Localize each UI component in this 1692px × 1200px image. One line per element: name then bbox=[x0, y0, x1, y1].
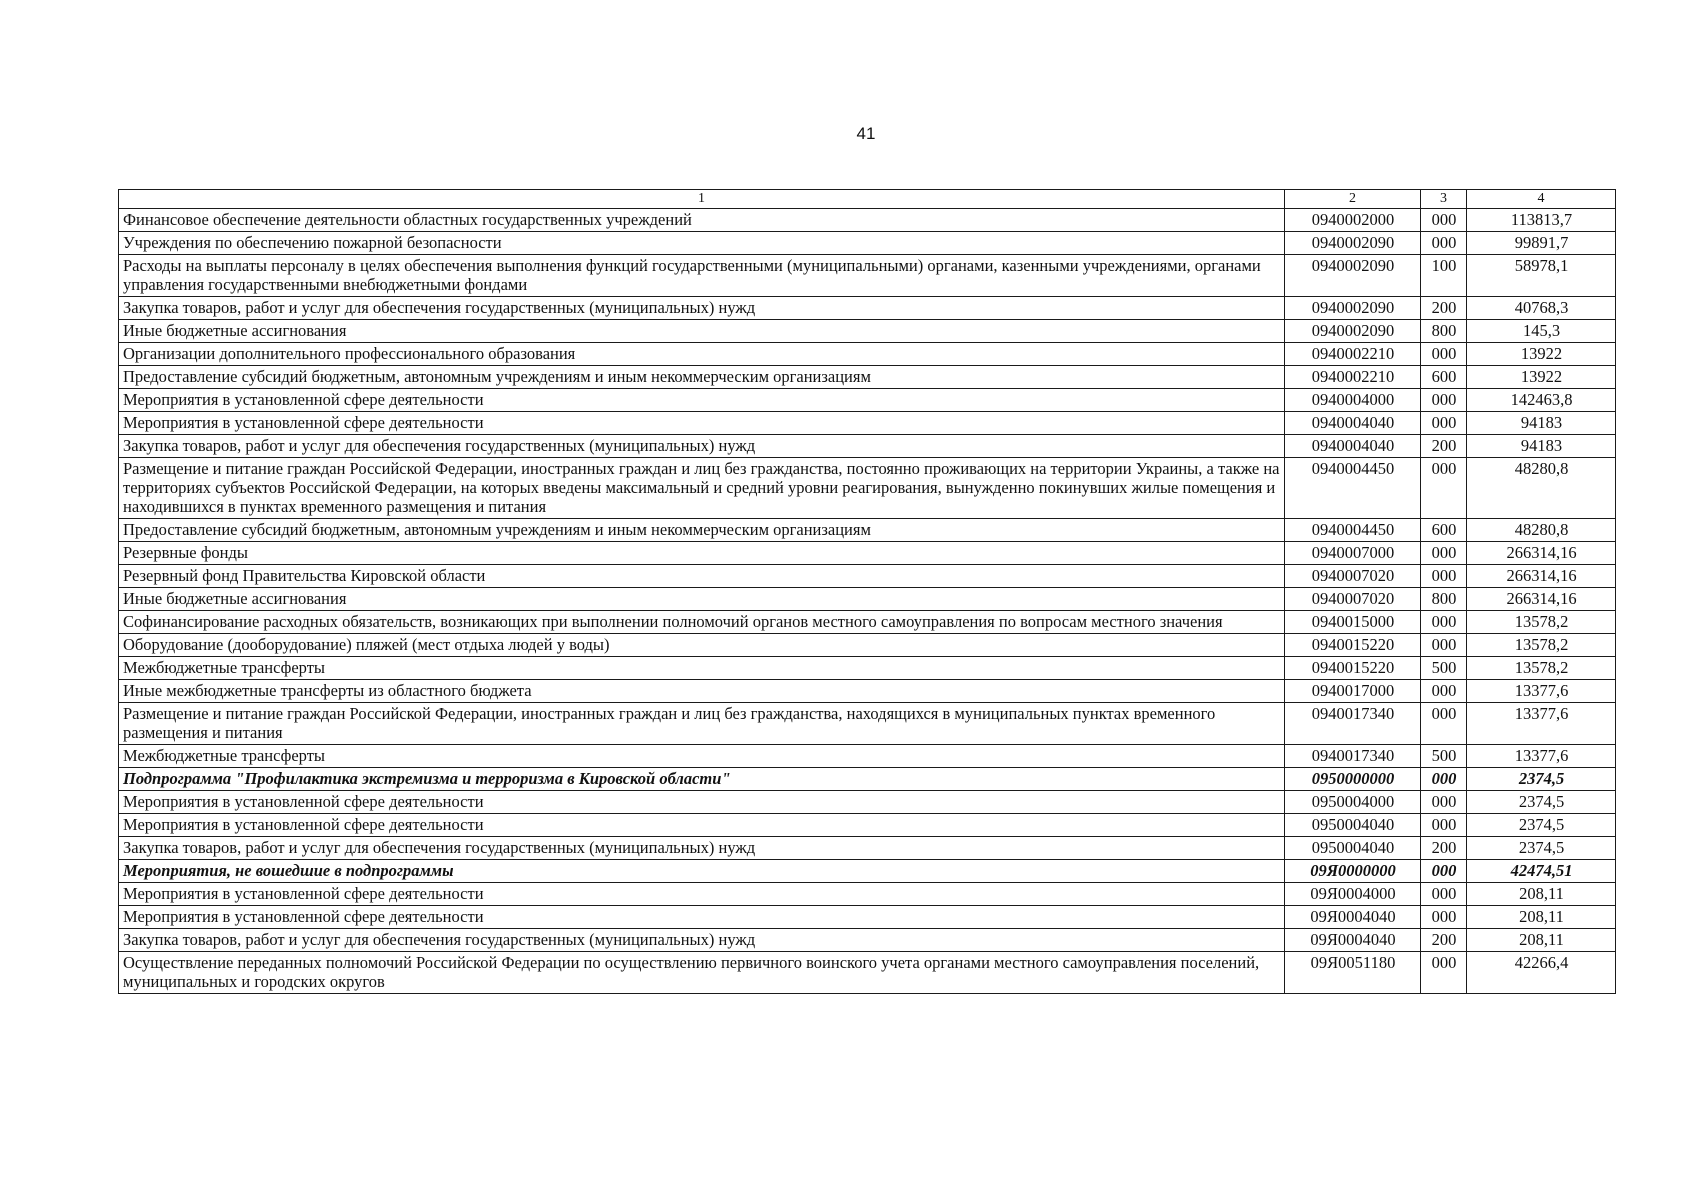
row-sum-cell: 2374,5 bbox=[1467, 837, 1616, 860]
row-name-cell: Размещение и питание граждан Российской Федерации, иностранных граждан и лиц без гражданства, постоянно проживающих на территории Украины, а также на территориях субъектов Российской Федерации, на которых введены максимальный и средний уровни реагирования, вынужденно покинувших жилые помещения и находившихся в пунктах временного размещения и питания bbox=[119, 458, 1285, 519]
row-sum-cell: 266314,16 bbox=[1467, 588, 1616, 611]
row-name-cell: Размещение и питание граждан Российской Федерации, иностранных граждан и лиц без гражданства, находящихся в муниципальных пунктах временного размещения и питания bbox=[119, 703, 1285, 745]
table-header-row bbox=[119, 190, 1616, 209]
row-expense-type-cell: 000 bbox=[1421, 814, 1467, 837]
row-expense-type-cell: 200 bbox=[1421, 837, 1467, 860]
row-sum-cell: 208,11 bbox=[1467, 906, 1616, 929]
row-code-cell: 09Я0004000 bbox=[1285, 883, 1421, 906]
row-sum-cell: 266314,16 bbox=[1467, 565, 1616, 588]
row-expense-type-cell: 500 bbox=[1421, 745, 1467, 768]
table-row bbox=[119, 745, 1616, 768]
table-row bbox=[119, 519, 1616, 542]
row-name-cell: Межбюджетные трансферты bbox=[119, 657, 1285, 680]
row-code-cell: 0940015220 bbox=[1285, 657, 1421, 680]
table-row bbox=[119, 837, 1616, 860]
row-code-cell: 0940004450 bbox=[1285, 519, 1421, 542]
row-code-cell: 0940002090 bbox=[1285, 297, 1421, 320]
row-name-cell: Мероприятия в установленной сфере деятельности bbox=[119, 814, 1285, 837]
row-name-cell: Финансовое обеспечение деятельности областных государственных учреждений bbox=[119, 209, 1285, 232]
table-row bbox=[119, 703, 1616, 745]
row-expense-type-cell: 000 bbox=[1421, 389, 1467, 412]
table-row bbox=[119, 209, 1616, 232]
row-expense-type-cell: 000 bbox=[1421, 883, 1467, 906]
row-sum-cell: 208,11 bbox=[1467, 883, 1616, 906]
row-code-cell: 0940017340 bbox=[1285, 745, 1421, 768]
row-expense-type-cell: 000 bbox=[1421, 458, 1467, 519]
table-row bbox=[119, 929, 1616, 952]
row-expense-type-cell: 200 bbox=[1421, 435, 1467, 458]
row-name-cell: Предоставление субсидий бюджетным, автономным учреждениям и иным некоммерческим организациям bbox=[119, 519, 1285, 542]
row-name-cell: Иные бюджетные ассигнования bbox=[119, 320, 1285, 343]
row-sum-cell: 42474,51 bbox=[1467, 860, 1616, 883]
row-sum-cell: 13578,2 bbox=[1467, 634, 1616, 657]
table-row bbox=[119, 680, 1616, 703]
table-row bbox=[119, 768, 1616, 791]
table-row bbox=[119, 883, 1616, 906]
row-expense-type-cell: 500 bbox=[1421, 657, 1467, 680]
row-expense-type-cell: 000 bbox=[1421, 860, 1467, 883]
row-sum-cell: 94183 bbox=[1467, 412, 1616, 435]
row-expense-type-cell: 200 bbox=[1421, 297, 1467, 320]
row-sum-cell: 145,3 bbox=[1467, 320, 1616, 343]
row-expense-type-cell: 600 bbox=[1421, 366, 1467, 389]
row-code-cell: 0940015220 bbox=[1285, 634, 1421, 657]
row-code-cell: 0940004450 bbox=[1285, 458, 1421, 519]
row-expense-type-cell: 000 bbox=[1421, 906, 1467, 929]
row-expense-type-cell: 000 bbox=[1421, 703, 1467, 745]
table-row bbox=[119, 343, 1616, 366]
row-sum-cell: 13922 bbox=[1467, 366, 1616, 389]
row-sum-cell: 40768,3 bbox=[1467, 297, 1616, 320]
table-row bbox=[119, 232, 1616, 255]
table-row bbox=[119, 814, 1616, 837]
row-name-cell: Софинансирование расходных обязательств, возникающих при выполнении полномочий органов местного самоуправления по вопросам местного значения bbox=[119, 611, 1285, 634]
row-code-cell: 0940007020 bbox=[1285, 565, 1421, 588]
row-code-cell: 09Я0004040 bbox=[1285, 929, 1421, 952]
table-row bbox=[119, 611, 1616, 634]
row-code-cell: 0940002000 bbox=[1285, 209, 1421, 232]
row-expense-type-cell: 000 bbox=[1421, 952, 1467, 994]
row-sum-cell: 13377,6 bbox=[1467, 680, 1616, 703]
row-expense-type-cell: 000 bbox=[1421, 412, 1467, 435]
row-expense-type-cell: 600 bbox=[1421, 519, 1467, 542]
row-sum-cell: 58978,1 bbox=[1467, 255, 1616, 297]
row-name-cell: Иные межбюджетные трансферты из областного бюджета bbox=[119, 680, 1285, 703]
row-name-cell: Осуществление переданных полномочий Российской Федерации по осуществлению первичного воинского учета органами местного самоуправления поселений, муниципальных и городских округов bbox=[119, 952, 1285, 994]
row-name-cell: Мероприятия, не вошедшие в подпрограммы bbox=[119, 860, 1285, 883]
column-header-sum: 4 bbox=[1467, 190, 1616, 209]
row-name-cell: Закупка товаров, работ и услуг для обеспечения государственных (муниципальных) нужд bbox=[119, 837, 1285, 860]
budget-table bbox=[118, 189, 1616, 994]
row-code-cell: 09Я0051180 bbox=[1285, 952, 1421, 994]
row-expense-type-cell: 000 bbox=[1421, 680, 1467, 703]
row-expense-type-cell: 100 bbox=[1421, 255, 1467, 297]
table-row bbox=[119, 412, 1616, 435]
row-name-cell: Мероприятия в установленной сфере деятельности bbox=[119, 883, 1285, 906]
row-expense-type-cell: 000 bbox=[1421, 768, 1467, 791]
row-sum-cell: 13578,2 bbox=[1467, 657, 1616, 680]
row-expense-type-cell: 800 bbox=[1421, 320, 1467, 343]
row-name-cell: Иные бюджетные ассигнования bbox=[119, 588, 1285, 611]
budget-table-body bbox=[119, 209, 1616, 994]
row-sum-cell: 2374,5 bbox=[1467, 814, 1616, 837]
row-code-cell: 0940002210 bbox=[1285, 343, 1421, 366]
page-number: 41 bbox=[856, 124, 876, 143]
row-name-cell: Мероприятия в установленной сфере деятельности bbox=[119, 389, 1285, 412]
row-name-cell: Расходы на выплаты персоналу в целях обеспечения выполнения функций государственными (муниципальными) органами, казенными учреждениями, органами управления государственными внебюджетными фондами bbox=[119, 255, 1285, 297]
row-expense-type-cell: 800 bbox=[1421, 588, 1467, 611]
row-sum-cell: 2374,5 bbox=[1467, 791, 1616, 814]
row-code-cell: 0940002090 bbox=[1285, 232, 1421, 255]
row-name-cell: Мероприятия в установленной сфере деятельности bbox=[119, 906, 1285, 929]
row-sum-cell: 48280,8 bbox=[1467, 519, 1616, 542]
table-row bbox=[119, 297, 1616, 320]
row-code-cell: 09Я0004040 bbox=[1285, 906, 1421, 929]
row-sum-cell: 13377,6 bbox=[1467, 745, 1616, 768]
row-code-cell: 0940007020 bbox=[1285, 588, 1421, 611]
table-row bbox=[119, 389, 1616, 412]
table-row bbox=[119, 860, 1616, 883]
row-name-cell: Мероприятия в установленной сфере деятельности bbox=[119, 791, 1285, 814]
row-sum-cell: 2374,5 bbox=[1467, 768, 1616, 791]
row-code-cell: 0940002210 bbox=[1285, 366, 1421, 389]
table-row bbox=[119, 565, 1616, 588]
table-row bbox=[119, 588, 1616, 611]
row-name-cell: Учреждения по обеспечению пожарной безопасности bbox=[119, 232, 1285, 255]
row-sum-cell: 113813,7 bbox=[1467, 209, 1616, 232]
row-code-cell: 0940004040 bbox=[1285, 412, 1421, 435]
row-code-cell: 0940007000 bbox=[1285, 542, 1421, 565]
row-name-cell: Оборудование (дооборудование) пляжей (мест отдыха людей у воды) bbox=[119, 634, 1285, 657]
row-name-cell: Подпрограмма "Профилактика экстремизма и терроризма в Кировской области" bbox=[119, 768, 1285, 791]
column-header-expense-type: 3 bbox=[1421, 190, 1467, 209]
row-sum-cell: 48280,8 bbox=[1467, 458, 1616, 519]
row-code-cell: 0940017000 bbox=[1285, 680, 1421, 703]
row-code-cell: 0940002090 bbox=[1285, 320, 1421, 343]
row-code-cell: 0940004040 bbox=[1285, 435, 1421, 458]
row-sum-cell: 94183 bbox=[1467, 435, 1616, 458]
row-code-cell: 0950004000 bbox=[1285, 791, 1421, 814]
table-row bbox=[119, 435, 1616, 458]
row-expense-type-cell: 000 bbox=[1421, 565, 1467, 588]
row-code-cell: 0940004000 bbox=[1285, 389, 1421, 412]
row-code-cell: 09Я0000000 bbox=[1285, 860, 1421, 883]
table-row bbox=[119, 255, 1616, 297]
row-name-cell: Закупка товаров, работ и услуг для обеспечения государственных (муниципальных) нужд bbox=[119, 929, 1285, 952]
table-row bbox=[119, 458, 1616, 519]
row-code-cell: 0940015000 bbox=[1285, 611, 1421, 634]
row-sum-cell: 266314,16 bbox=[1467, 542, 1616, 565]
row-sum-cell: 208,11 bbox=[1467, 929, 1616, 952]
column-header-name: 1 bbox=[119, 190, 1285, 209]
row-expense-type-cell: 000 bbox=[1421, 542, 1467, 565]
row-code-cell: 0940002090 bbox=[1285, 255, 1421, 297]
row-sum-cell: 42266,4 bbox=[1467, 952, 1616, 994]
row-name-cell: Закупка товаров, работ и услуг для обеспечения государственных (муниципальных) нужд bbox=[119, 297, 1285, 320]
table-row bbox=[119, 634, 1616, 657]
row-code-cell: 0950004040 bbox=[1285, 814, 1421, 837]
row-sum-cell: 13578,2 bbox=[1467, 611, 1616, 634]
row-sum-cell: 13922 bbox=[1467, 343, 1616, 366]
row-expense-type-cell: 000 bbox=[1421, 791, 1467, 814]
row-name-cell: Межбюджетные трансферты bbox=[119, 745, 1285, 768]
row-code-cell: 0940017340 bbox=[1285, 703, 1421, 745]
row-expense-type-cell: 000 bbox=[1421, 343, 1467, 366]
row-name-cell: Резервные фонды bbox=[119, 542, 1285, 565]
table-row bbox=[119, 320, 1616, 343]
row-name-cell: Резервный фонд Правительства Кировской области bbox=[119, 565, 1285, 588]
row-code-cell: 0950000000 bbox=[1285, 768, 1421, 791]
row-name-cell: Мероприятия в установленной сфере деятельности bbox=[119, 412, 1285, 435]
row-code-cell: 0950004040 bbox=[1285, 837, 1421, 860]
table-row bbox=[119, 542, 1616, 565]
table-row bbox=[119, 952, 1616, 994]
row-sum-cell: 99891,7 bbox=[1467, 232, 1616, 255]
table-row bbox=[119, 657, 1616, 680]
row-expense-type-cell: 000 bbox=[1421, 611, 1467, 634]
row-expense-type-cell: 200 bbox=[1421, 929, 1467, 952]
row-expense-type-cell: 000 bbox=[1421, 232, 1467, 255]
row-name-cell: Организации дополнительного профессионального образования bbox=[119, 343, 1285, 366]
row-sum-cell: 142463,8 bbox=[1467, 389, 1616, 412]
row-expense-type-cell: 000 bbox=[1421, 634, 1467, 657]
row-expense-type-cell: 000 bbox=[1421, 209, 1467, 232]
row-name-cell: Закупка товаров, работ и услуг для обеспечения государственных (муниципальных) нужд bbox=[119, 435, 1285, 458]
table-row bbox=[119, 791, 1616, 814]
column-header-code: 2 bbox=[1285, 190, 1421, 209]
row-name-cell: Предоставление субсидий бюджетным, автономным учреждениям и иным некоммерческим организациям bbox=[119, 366, 1285, 389]
table-row bbox=[119, 906, 1616, 929]
row-sum-cell: 13377,6 bbox=[1467, 703, 1616, 745]
table-row bbox=[119, 366, 1616, 389]
